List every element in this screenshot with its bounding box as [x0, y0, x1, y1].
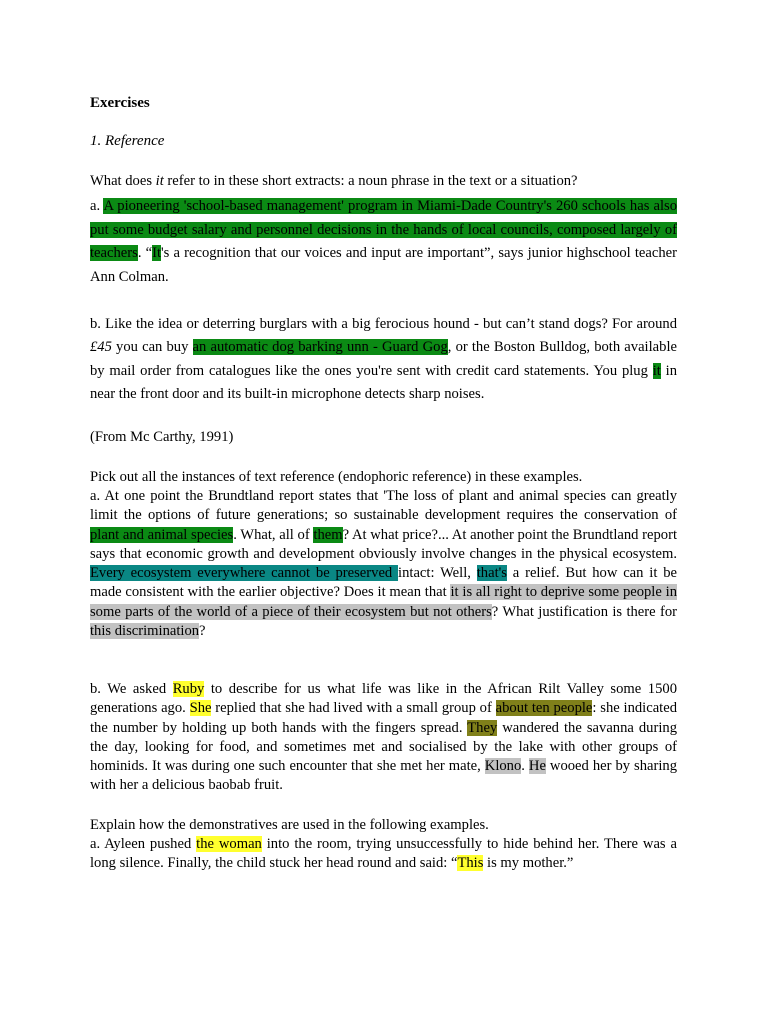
highlight-the-woman: the woman: [196, 836, 262, 852]
ruby-paragraph: b. We asked Ruby to describe for us what life was like in the African Rilt Valley some 1500 generations ago. She replied that she had lived with a small group of about ten people: she indicated the number by holding up both hands with the fingers spread. They wandered the savanna during the day, looking for food, and sometimes met and socialised by the lake with other groups of hominids. It was during one such encounter that she met her mate, Klono. He wooed her by sharing with her a delicious baobab fruit.: [90, 681, 678, 794]
question-3: Explain how the demonstratives are used in the following examples.: [90, 817, 489, 833]
reference-subheading: 1. Reference: [90, 133, 165, 149]
highlight-plant-species: plant and animal species: [90, 526, 234, 543]
highlight-this: This: [457, 855, 484, 872]
highlight-deprive: it is all right to deprive some people in some parts of the world of a piece of their ecosystem but not others: [90, 584, 677, 620]
highlight-thats: that's: [476, 565, 507, 582]
highlight-it-b: it: [652, 362, 661, 379]
price: £45: [90, 339, 112, 356]
ayleen-paragraph: a. Ayleen pushed the woman into the room, trying unsuccessfully to hide behind her. There was a long silence. Finally, the child stuck her head round and said: “This is my mother.”: [90, 836, 677, 872]
highlight-them: them: [313, 526, 343, 543]
highlight-every-ecosystem: Every ecosystem everywhere cannot be preserved: [90, 565, 399, 582]
example-a-paragraph: a. A pioneering 'school-based management' program in Miami-Dade Country's 260 schools has also put some budget salary and personnel decisions in the hands of local councils, composed largely of teachers. “It's a recognition that our voices and input are important”, says junior highschool teacher Ann Colman.: [90, 198, 677, 285]
example-a-prefix: a.: [90, 198, 104, 214]
highlight-he: He: [528, 758, 546, 775]
highlight-ruby: Ruby: [172, 681, 205, 697]
question-2: Pick out all the instances of text reference (endophoric reference) in these examples.: [90, 469, 583, 485]
highlight-klono: Klono: [484, 758, 522, 775]
exercises-heading: Exercises: [90, 95, 150, 111]
brundtland-paragraph: a. At one point the Brundtland report states that 'The loss of plant and animal species can greatly limit the options of future generations; so sustainable development requires the conservation of plant and animal species. What, all of them? At what price?... At another point the Brundtland report says that economic growth and development obviously involve changes in the physical ecosystem. Every ecosystem everywhere cannot be preserved intact: Well, that's a relief. But how can it be made consistent with the earlier objective? Does it mean that it is all right to deprive some people in some parts of the world of a piece of their ecosystem but not others? What justification is there for this discrimination?: [90, 488, 677, 640]
example-b-paragraph: b. Like the idea or deterring burglars with a big ferocious hound - but can’t stand dogs? For around £45 you can buy an automatic dog barking unn - Guard Gog, or the Boston Bulldog, both available by mail order from catalogues like the ones you're sent with credit card statements. You plug it in near the front door and its built-in microphone detects sharp noises.: [90, 316, 678, 402]
highlight-program: A pioneering 'school-based management' program in Miami-Dade Country's 260 schools has also put some budget salary and personnel decisions in the hands of local councils, composed largely of teachers: [90, 198, 677, 261]
highlight-guard-gog: an automatic dog barking unn - Guard Gog: [192, 339, 448, 356]
highlight-she: She: [189, 700, 212, 717]
highlight-it: It: [152, 245, 162, 261]
source-citation: (From Mc Carthy, 1991): [90, 429, 234, 445]
highlight-discrimination: this discrimination: [90, 623, 200, 640]
highlight-they: They: [467, 719, 498, 736]
highlight-about-ten-people: about ten people: [495, 700, 593, 717]
question-1: What does it refer to in these short extracts: a noun phrase in the text or a situation?: [90, 173, 578, 189]
